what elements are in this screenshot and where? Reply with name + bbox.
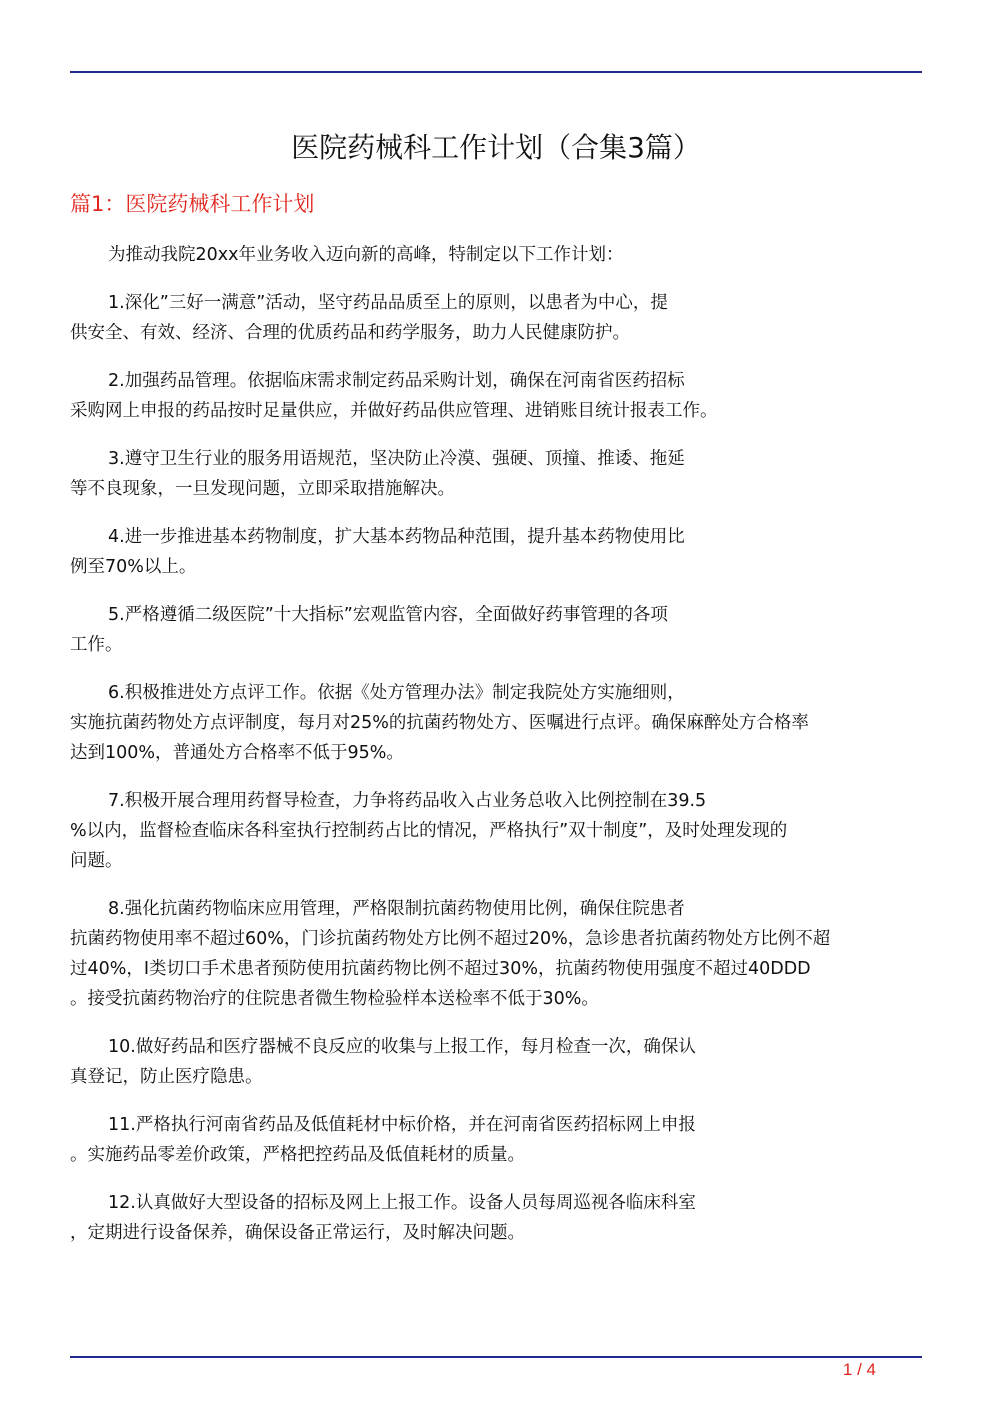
footer-rule [70, 1356, 922, 1358]
paragraph-line: ，定期进行设备保养，确保设备正常运行，及时解决问题。 [70, 1223, 525, 1243]
paragraph-line: 10.做好药品和医疗器械不良反应的收集与上报工作，每月检查一次，确保认 [108, 1037, 696, 1057]
paragraph-line: 工作。 [70, 635, 123, 655]
paragraph-line: 为推动我院20xx年业务收入迈向新的高峰，特制定以下工作计划： [108, 245, 624, 265]
paragraph-line: 。接受抗菌药物治疗的住院患者微生物检验样本送检率不低于30%。 [70, 989, 599, 1009]
header-rule [70, 71, 922, 73]
paragraph-line: 7.积极开展合理用药督导检查，力争将药品收入占业务总收入比例控制在39.5 [108, 791, 707, 811]
paragraph [70, 366, 922, 426]
paragraph-line: 3.遵守卫生行业的服务用语规范，坚决防止冷漠、强硬、顶撞、推诿、拖延 [108, 449, 685, 469]
paragraph-line: 真登记，防止医疗隐患。 [70, 1067, 263, 1087]
paragraph-line: 8.强化抗菌药物临床应用管理，严格限制抗菌药物使用比例，确保住院患者 [108, 899, 685, 919]
paragraph-line: 问题。 [70, 851, 123, 871]
document-body [70, 240, 922, 1266]
paragraph-line: 供安全、有效、经济、合理的优质药品和药学服务，助力人民健康防护。 [70, 323, 630, 343]
paragraph-line: 等不良现象，一旦发现问题，立即采取措施解决。 [70, 479, 455, 499]
paragraph [70, 240, 922, 270]
page-number: 1 / 4 [842, 1360, 876, 1379]
paragraph-line: 12.认真做好大型设备的招标及网上上报工作。设备人员每周巡视各临床科室 [108, 1193, 696, 1213]
paragraph-line: 。实施药品零差价政策，严格把控药品及低值耗材的质量。 [70, 1145, 525, 1165]
paragraph-line: 过40%，Ⅰ类切口手术患者预防使用抗菌药物比例不超过30%，抗菌药物使用强度不超过40DDD [70, 959, 811, 979]
paragraph [70, 1032, 922, 1092]
paragraph [70, 1110, 922, 1170]
paragraph-line: 采购网上申报的药品按时足量供应，并做好药品供应管理、进销账目统计报表工作。 [70, 401, 718, 421]
paragraph-line: 4.进一步推进基本药物制度，扩大基本药物品种范围，提升基本药物使用比 [108, 527, 685, 547]
paragraph [70, 894, 922, 1014]
paragraph-line: 例至70%以上。 [70, 557, 197, 577]
paragraph [70, 786, 922, 876]
paragraph-line: 达到100%，普通处方合格率不低于95%。 [70, 743, 404, 763]
paragraph-line: 2.加强药品管理。依据临床需求制定药品采购计划，确保在河南省医药招标 [108, 371, 685, 391]
paragraph-line: 1.深化”三好一满意”活动，坚守药品品质至上的原则，以患者为中心，提 [108, 293, 668, 313]
paragraph-line: %以内，监督检查临床各科室执行控制药占比的情况，严格执行”双十制度”，及时处理发现的 [70, 821, 788, 841]
paragraph [70, 678, 922, 768]
paragraph-line: 抗菌药物使用率不超过60%，门诊抗菌药物处方比例不超过20%，急诊患者抗菌药物处方比例不超 [70, 929, 831, 949]
paragraph [70, 600, 922, 660]
section-heading: 篇1：医院药械科工作计划 [70, 192, 315, 216]
paragraph [70, 288, 922, 348]
paragraph [70, 444, 922, 504]
paragraph [70, 1188, 922, 1248]
paragraph-line: 6.积极推进处方点评工作。依据《处方管理办法》制定我院处方实施细则， [108, 683, 685, 703]
paragraph [70, 522, 922, 582]
paragraph-line: 实施抗菌药物处方点评制度，每月对25%的抗菌药物处方、医嘱进行点评。确保麻醉处方合格率 [70, 713, 809, 733]
document-title: 医院药械科工作计划（合集3篇） [291, 131, 701, 164]
paragraph-line: 5.严格遵循二级医院”十大指标”宏观监管内容，全面做好药事管理的各项 [108, 605, 668, 625]
paragraph-line: 11.严格执行河南省药品及低值耗材中标价格，并在河南省医药招标网上申报 [108, 1115, 696, 1135]
